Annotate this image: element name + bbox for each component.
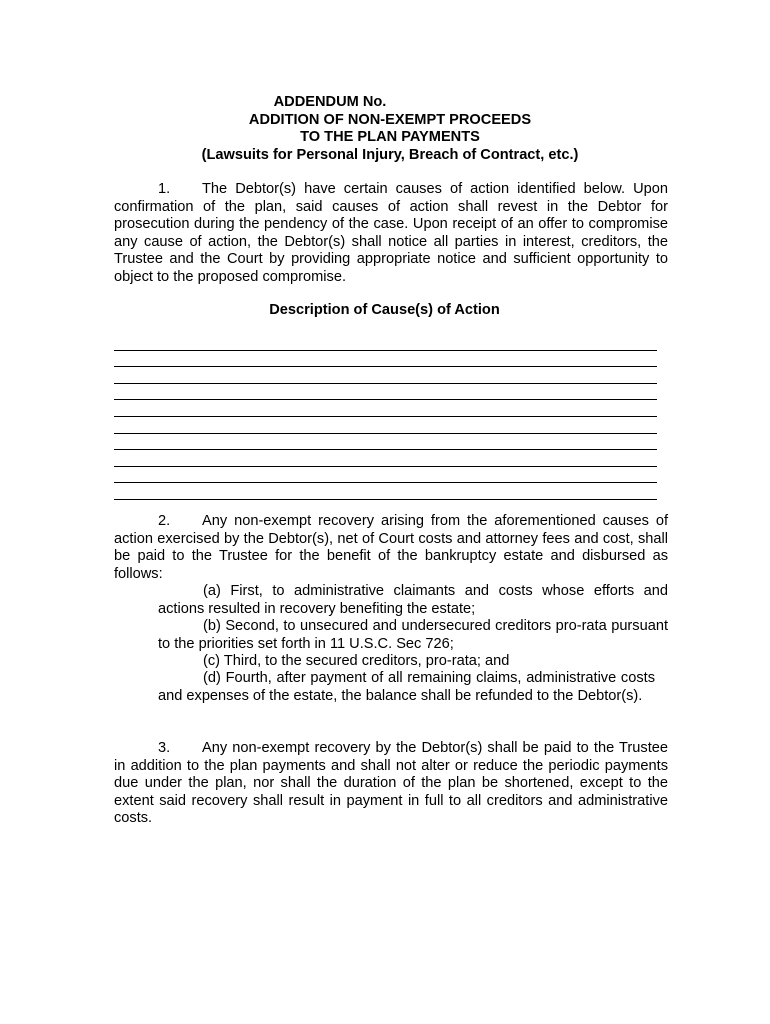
paragraph-1-number: 1. bbox=[158, 181, 171, 197]
list-item-a-label: (a) bbox=[203, 583, 221, 599]
document-header bbox=[112, 94, 668, 164]
addendum-title: ADDITION OF NON-EXEMPT PROCEEDS bbox=[248, 111, 532, 128]
paragraph-1-text: The Debtor(s) have certain causes of action identified below. Upon confirmation of the plan, said causes of action shall revest in the Debtor for prosecution during the pendency of the case. Upon receipt of an offer to compromise any cause of action, the Debtor(s) shall notice all parties in interest, creditors, the Trustee and the Court by providing appropriate notice and sufficient opportunity to object to the proposed compromise. bbox=[114, 181, 668, 285]
blank-line bbox=[114, 384, 657, 401]
blank-line bbox=[114, 434, 657, 451]
list-item-b-text: Second, to unsecured and undersecured creditors pro-rata pursuant to the priorities set forth in 11 U.S.C. Sec 726; bbox=[158, 618, 668, 652]
blank-line bbox=[114, 351, 657, 368]
blank-line bbox=[114, 367, 657, 384]
blank-line bbox=[114, 400, 657, 417]
blank-line bbox=[114, 483, 657, 500]
description-heading: Description of Cause(s) of Action bbox=[269, 302, 500, 318]
paragraph-2 bbox=[114, 513, 668, 583]
list-item-b-label: (b) bbox=[203, 618, 221, 634]
blank-line bbox=[114, 467, 657, 484]
blank-line bbox=[114, 334, 657, 351]
list-item-d-label: (d) bbox=[203, 670, 221, 686]
list-item-b bbox=[158, 618, 668, 653]
paragraph-2-text: Any non-exempt recovery arising from the aforementioned causes of action exercised by the Debtor(s), net of Court costs and attorney fees and cost, shall be paid to the Trustee for the benefit of the bankruptcy estate and disbursed as follows: bbox=[114, 513, 668, 582]
list-item-a bbox=[158, 583, 668, 618]
description-blank-lines bbox=[114, 334, 657, 500]
list-item-d bbox=[158, 670, 655, 705]
paragraph-3 bbox=[114, 740, 668, 828]
paragraph-1 bbox=[114, 181, 668, 286]
list-item-a-text: First, to administrative claimants and costs whose efforts and actions resulted in recovery benefiting the estate; bbox=[158, 583, 669, 617]
blank-line bbox=[114, 417, 657, 434]
addendum-scope: (Lawsuits for Personal Injury, Breach of Contract, etc.) bbox=[201, 146, 579, 163]
paragraph-3-text: Any non-exempt recovery by the Debtor(s) shall be paid to the Trustee in addition to the plan payments and shall not alter or reduce the periodic payments due under the plan, nor shall the duration of the plan be shortened, except to the extent said recovery shall result in payment in full to all creditors and administrative costs. bbox=[114, 740, 668, 826]
list-item-c bbox=[158, 653, 668, 671]
list-item-d-text: Fourth, after payment of all remaining claims, administrative costs and expenses of the estate, the balance shall be refunded to the Debtor(s). bbox=[158, 670, 655, 704]
blank-line bbox=[114, 450, 657, 467]
paragraph-2-number: 2. bbox=[158, 513, 171, 529]
addendum-subtitle: TO THE PLAN PAYMENTS bbox=[300, 129, 480, 145]
list-item-c-label: (c) bbox=[203, 653, 221, 669]
paragraph-3-number: 3. bbox=[158, 740, 171, 756]
addendum-number-title: ADDENDUM No. bbox=[273, 94, 387, 110]
list-item-c-text: Third, to the secured creditors, pro-rata; and bbox=[223, 653, 510, 669]
